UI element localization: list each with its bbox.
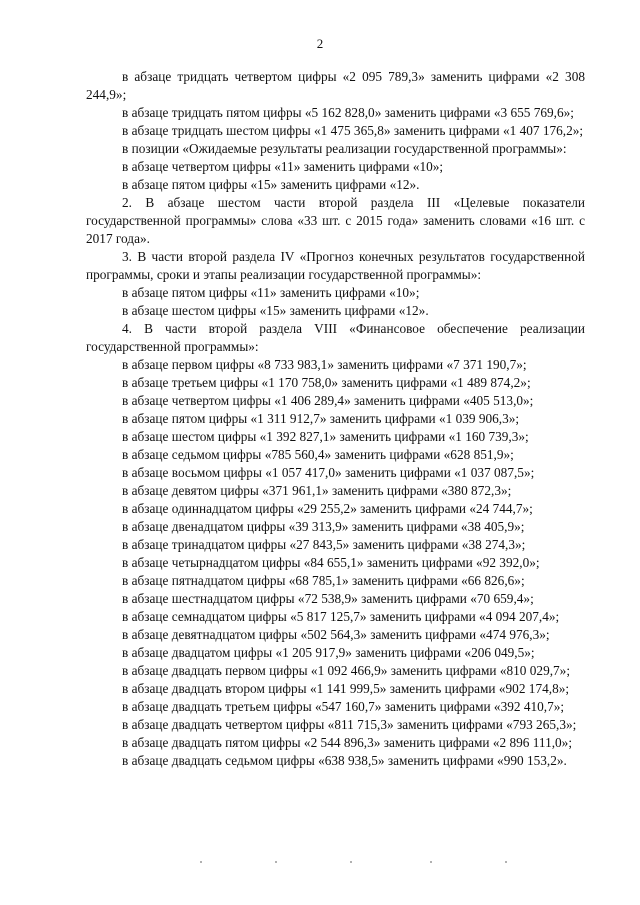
scan-artifacts <box>0 861 640 865</box>
paragraph: в абзаце восьмом цифры «1 057 417,0» заменить цифрами «1 037 087,5»; <box>122 465 535 480</box>
paragraph: в абзаце двадцатом цифры «1 205 917,9» заменить цифрами «206 049,5»; <box>122 645 535 660</box>
scan-speck <box>505 861 507 863</box>
paragraph: в позиции «Ожидаемые результаты реализации государственной программы»: <box>122 141 567 156</box>
paragraph: в абзаце первом цифры «8 733 983,1» заменить цифрами «7 371 190,7»; <box>122 357 527 372</box>
paragraph: 3. В части второй раздела IV «Прогноз конечных результатов государственной программы, сроки и этапы реализации государственной программы»: <box>86 249 585 282</box>
paragraph: в абзаце двадцать четвертом цифры «811 715,3» заменить цифрами «793 265,3»; <box>122 717 577 732</box>
paragraph: в абзаце тридцать пятом цифры «5 162 828,0» заменить цифрами «3 655 769,6»; <box>122 105 574 120</box>
paragraph: в абзаце двадцать третьем цифры «547 160,7» заменить цифрами «392 410,7»; <box>122 699 565 714</box>
paragraph: в абзаце седьмом цифры «785 560,4» заменить цифрами «628 851,9»; <box>122 447 514 462</box>
page-number: 2 <box>316 36 324 51</box>
paragraph: в абзаце девятом цифры «371 961,1» заменить цифрами «380 872,3»; <box>122 483 512 498</box>
paragraph: в абзаце четвертом цифры «1 406 289,4» заменить цифрами «405 513,0»; <box>122 393 534 408</box>
paragraph: в абзаце четырнадцатом цифры «84 655,1» заменить цифрами «92 392,0»; <box>122 555 540 570</box>
scan-speck <box>350 861 352 863</box>
paragraph: в абзаце двадцать первом цифры «1 092 466,9» заменить цифрами «810 029,7»; <box>122 663 571 678</box>
paragraph: в абзаце двадцать втором цифры «1 141 999,5» заменить цифрами «902 174,8»; <box>122 681 570 696</box>
paragraph: 2. В абзаце шестом части второй раздела III «Целевые показатели государственной программы» слова «33 шт. с 2015 года» заменить словами «16 шт. с 2017 года». <box>86 195 585 246</box>
scan-speck <box>200 861 202 863</box>
paragraph: в абзаце третьем цифры «1 170 758,0» заменить цифрами «1 489 874,2»; <box>122 375 531 390</box>
paragraph: в абзаце тридцать шестом цифры «1 475 365,8» заменить цифрами «1 407 176,2»; <box>122 123 584 138</box>
paragraph: в абзаце пятом цифры «11» заменить цифрами «10»; <box>122 285 420 300</box>
paragraph: в абзаце пятнадцатом цифры «68 785,1» заменить цифрами «66 826,6»; <box>122 573 525 588</box>
paragraph: в абзаце пятом цифры «1 311 912,7» заменить цифрами «1 039 906,3»; <box>122 411 520 426</box>
paragraph: в абзаце одиннадцатом цифры «29 255,2» заменить цифрами «24 744,7»; <box>122 501 533 516</box>
paragraph: в абзаце семнадцатом цифры «5 817 125,7» заменить цифрами «4 094 207,4»; <box>122 609 560 624</box>
paragraph: в абзаце пятом цифры «15» заменить цифрами «12». <box>122 177 420 192</box>
paragraph: в абзаце шестом цифры «15» заменить цифрами «12». <box>122 303 429 318</box>
paragraph: в абзаце шестнадцатом цифры «72 538,9» заменить цифрами «70 659,4»; <box>122 591 534 606</box>
document-body <box>86 68 585 770</box>
paragraph: 4. В части второй раздела VIII «Финансовое обеспечение реализации государственной программы»: <box>86 321 585 354</box>
paragraph: в абзаце двадцать седьмом цифры «638 938,5» заменить цифрами «990 153,2». <box>122 753 567 768</box>
paragraph: в абзаце двадцать пятом цифры «2 544 896,3» заменить цифрами «2 896 111,0»; <box>122 735 573 750</box>
scan-speck <box>275 861 277 863</box>
scan-speck <box>430 861 432 863</box>
paragraph: в абзаце тридцать четвертом цифры «2 095 789,3» заменить цифрами «2 308 244,9»; <box>86 69 585 102</box>
paragraph: в абзаце тринадцатом цифры «27 843,5» заменить цифрами «38 274,3»; <box>122 537 526 552</box>
paragraph: в абзаце четвертом цифры «11» заменить цифрами «10»; <box>122 159 444 174</box>
paragraph: в абзаце шестом цифры «1 392 827,1» заменить цифрами «1 160 739,3»; <box>122 429 529 444</box>
paragraph: в абзаце девятнадцатом цифры «502 564,3» заменить цифрами «474 976,3»; <box>122 627 550 642</box>
paragraph: в абзаце двенадцатом цифры «39 313,9» заменить цифрами «38 405,9»; <box>122 519 525 534</box>
